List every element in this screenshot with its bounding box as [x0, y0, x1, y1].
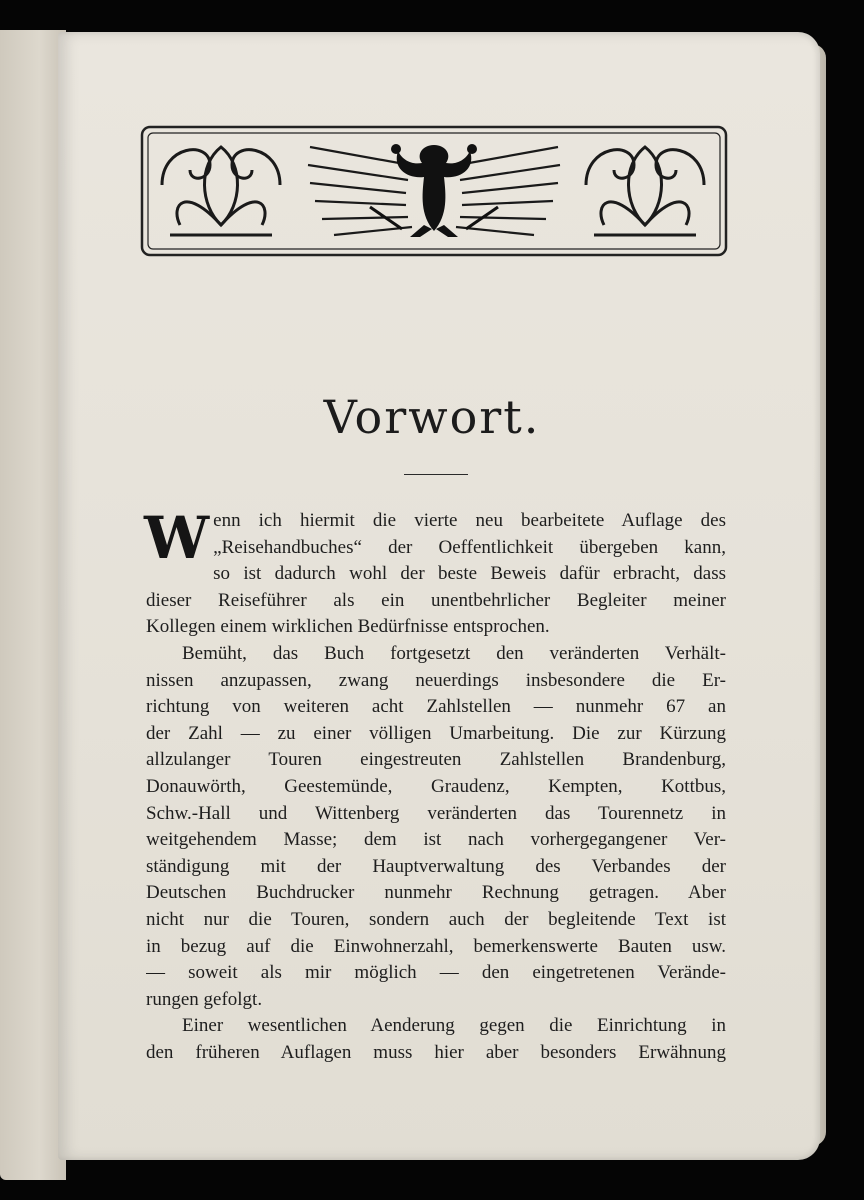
text-line: Bemüht, das Buch fortgesetzt den veränderten Verhält- [182, 642, 726, 664]
text-line: der Zahl — zu einer völligen Umarbeitung. Die zur Kürzung [146, 722, 726, 744]
text-line: Kollegen einem wirklichen Bedürfnisse entsprochen. [146, 616, 550, 638]
text-line: Donauwörth, Geestemünde, Graudenz, Kempten, Kottbus, [146, 775, 726, 797]
text-line: „Reisehandbuches“ der Oeffentlichkeit übergeben kann, [213, 536, 726, 558]
text-line: weitgehendem Masse; dem ist nach vorhergegangener Ver- [146, 829, 726, 851]
text-line: — soweit als mir möglich — den eingetretenen Verände- [146, 962, 726, 984]
text-line: ständigung mit der Hauptverwaltung des Verbandes der [146, 855, 726, 877]
text-line: Einer wesentlichen Aenderung gegen die Einrichtung in [182, 1015, 726, 1037]
text-line: richtung von weiteren acht Zahlstellen — nunmehr 67 an [146, 696, 726, 718]
text-line: rungen gefolgt. [146, 988, 263, 1010]
text-line: Deutschen Buchdrucker nunmehr Rechnung getragen. Aber [146, 882, 726, 904]
ornamental-header-eagle-icon [140, 125, 728, 257]
text-line: in bezug auf die Einwohnerzahl, bemerkenswerte Bauten usw. [146, 935, 726, 957]
drop-cap: W [144, 504, 210, 572]
text-line: den früheren Auflagen muss hier aber besonders Erwähnung [146, 1041, 726, 1063]
text-line: Schw.-Hall und Wittenberg veränderten das Tourennetz in [146, 802, 726, 824]
text-line: nissen anzupassen, zwang neuerdings insbesondere die Er- [146, 669, 726, 691]
text-line: so ist dadurch wohl der beste Beweis dafür erbracht, dass [213, 563, 726, 585]
left-page-edge [0, 30, 66, 1180]
title-divider [404, 474, 468, 475]
text-line: enn ich hiermit die vierte neu bearbeitete Auflage des [213, 510, 726, 531]
preface-body [144, 504, 726, 1066]
text-line: nicht nur die Touren, sondern auch der begleitende Text ist [146, 908, 726, 930]
page-title: Vorwort. [323, 390, 541, 444]
text-line: allzulanger Touren eingestreuten Zahlstellen Brandenburg, [146, 749, 726, 771]
text-line: dieser Reiseführer als ein unentbehrlicher Begleiter meiner [146, 589, 726, 611]
